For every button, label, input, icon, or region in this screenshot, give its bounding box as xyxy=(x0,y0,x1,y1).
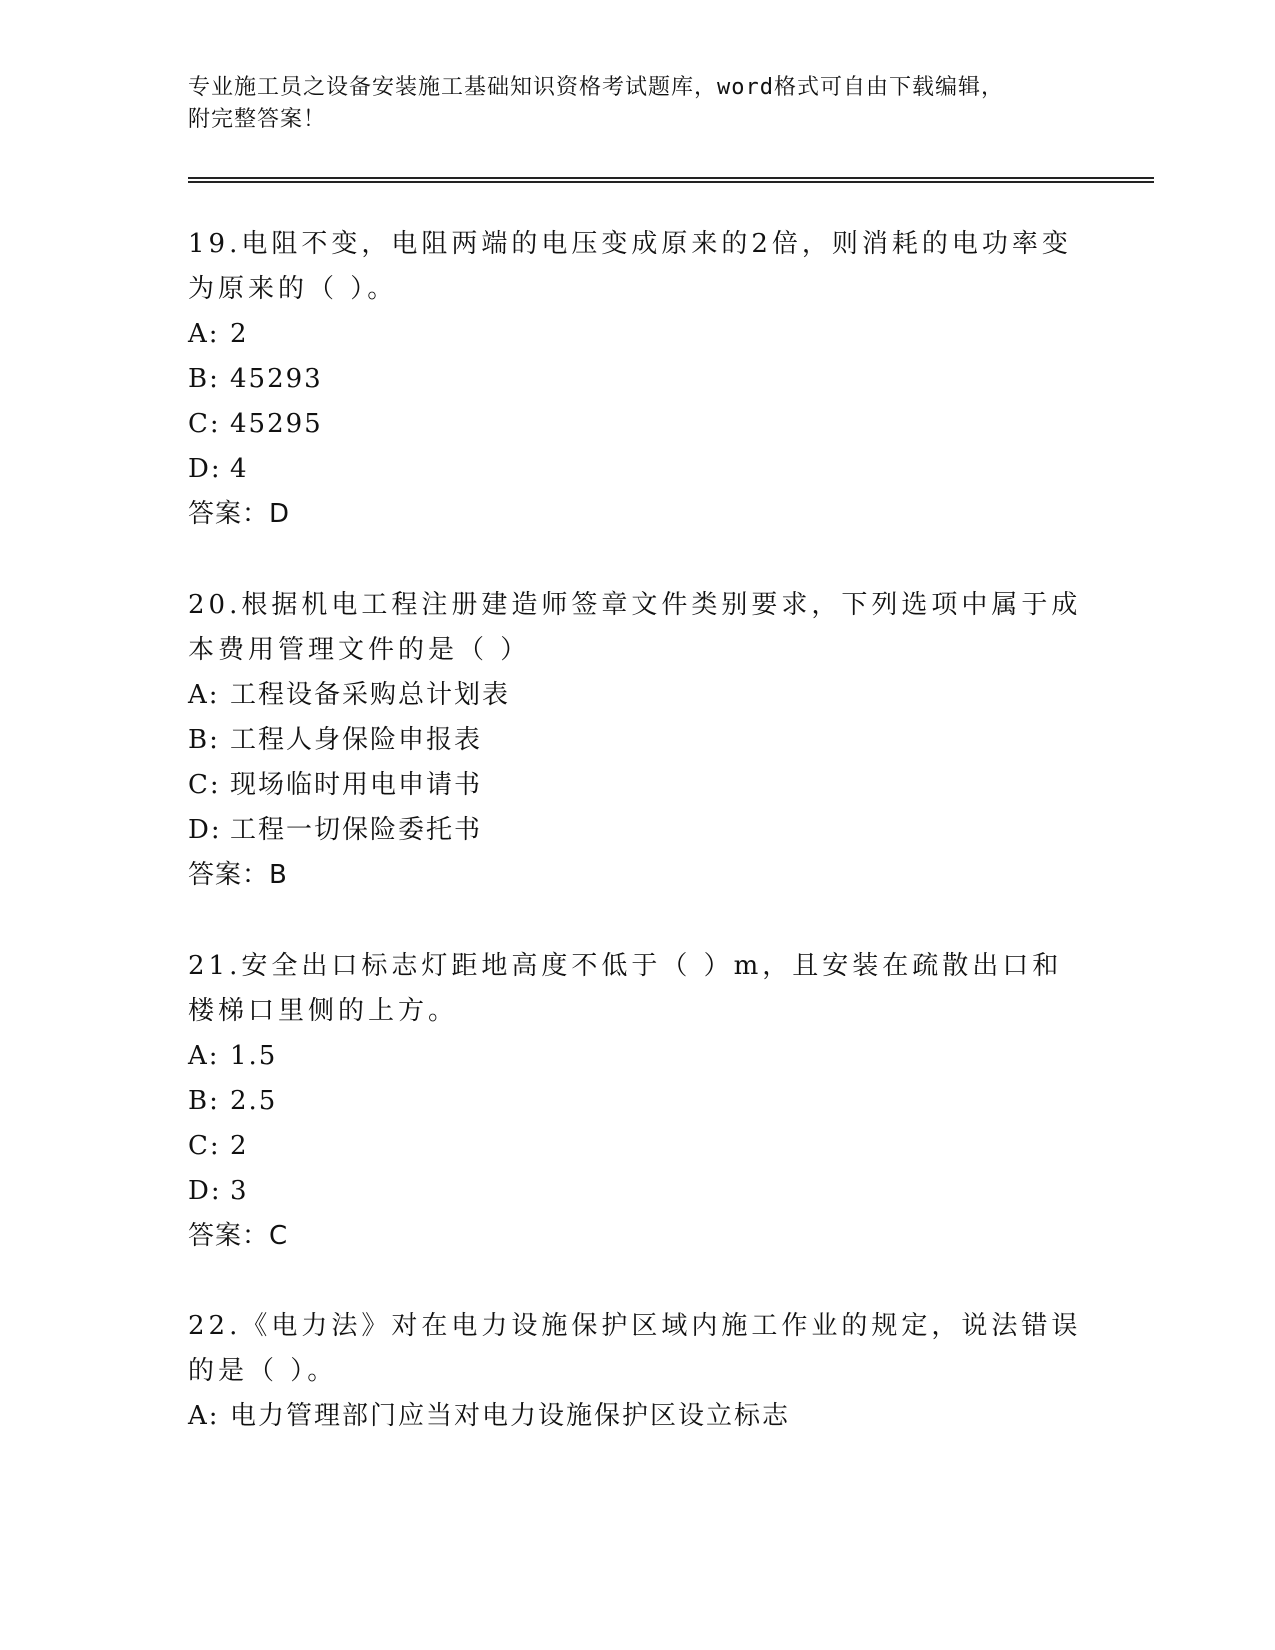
option-a xyxy=(188,1034,1088,1079)
option-label: B: xyxy=(188,725,220,755)
option-d xyxy=(188,808,1088,853)
option-text: 现场临时用电申请书 xyxy=(230,770,483,800)
option-text: 2.5 xyxy=(230,1086,278,1116)
option-text: 4 xyxy=(230,454,249,484)
option-label: C: xyxy=(188,1131,221,1161)
option-label: A: xyxy=(188,1041,220,1071)
option-c xyxy=(188,763,1088,808)
option-c xyxy=(188,402,1088,447)
option-d xyxy=(188,447,1088,492)
header-rule-bottom xyxy=(188,181,1154,183)
option-text: 电力管理部门应当对电力设施保护区设立标志 xyxy=(230,1401,791,1431)
option-b xyxy=(188,718,1088,763)
document-header xyxy=(188,72,1088,136)
question-19 xyxy=(188,222,1088,537)
header-line-1: 专业施工员之设备安装施工基础知识资格考试题库，word格式可自由下载编辑， xyxy=(188,75,1004,100)
option-text: 1.5 xyxy=(230,1041,278,1071)
option-text: 3 xyxy=(230,1176,249,1206)
option-label: A: xyxy=(188,1401,220,1431)
option-text: 工程人身保险申报表 xyxy=(230,725,483,755)
option-text: 工程设备采购总计划表 xyxy=(230,680,511,710)
option-text: 45293 xyxy=(230,364,323,394)
question-stem: 22.《电力法》对在电力设施保护区域内施工作业的规定，说法错误的是（ ）。 xyxy=(188,1311,1082,1386)
answer-line: 答案：D xyxy=(188,499,291,529)
option-b xyxy=(188,1079,1088,1124)
option-label: C: xyxy=(188,409,221,439)
option-d xyxy=(188,1169,1088,1214)
option-text: 45295 xyxy=(230,409,323,439)
question-stem: 21.安全出口标志灯距地高度不低于（ ）m，且安装在疏散出口和楼梯口里侧的上方。 xyxy=(188,951,1063,1026)
option-label: D: xyxy=(188,1176,222,1206)
header-line-2: 附完整答案！ xyxy=(188,107,327,132)
header-rule-top xyxy=(188,177,1154,179)
question-stem: 19.电阻不变，电阻两端的电压变成原来的2倍，则消耗的电功率变为原来的（ ）。 xyxy=(188,229,1072,304)
question-stem: 20.根据机电工程注册建造师签章文件类别要求，下列选项中属于成本费用管理文件的是（ ） xyxy=(188,590,1082,665)
option-label: B: xyxy=(188,1086,220,1116)
question-20 xyxy=(188,583,1088,898)
option-label: A: xyxy=(188,680,220,710)
answer-line: 答案：C xyxy=(188,1221,289,1251)
option-a xyxy=(188,673,1088,718)
option-label: C: xyxy=(188,770,221,800)
option-text: 2 xyxy=(230,319,249,349)
option-label: D: xyxy=(188,815,222,845)
option-label: D: xyxy=(188,454,222,484)
question-21 xyxy=(188,944,1088,1259)
answer-line: 答案：B xyxy=(188,860,288,890)
option-c xyxy=(188,1124,1088,1169)
option-label: B: xyxy=(188,364,220,394)
option-text: 2 xyxy=(230,1131,249,1161)
option-a xyxy=(188,312,1088,357)
question-22 xyxy=(188,1304,1088,1439)
option-b xyxy=(188,357,1088,402)
option-label: A: xyxy=(188,319,220,349)
option-text: 工程一切保险委托书 xyxy=(230,815,483,845)
option-a xyxy=(188,1394,1088,1439)
